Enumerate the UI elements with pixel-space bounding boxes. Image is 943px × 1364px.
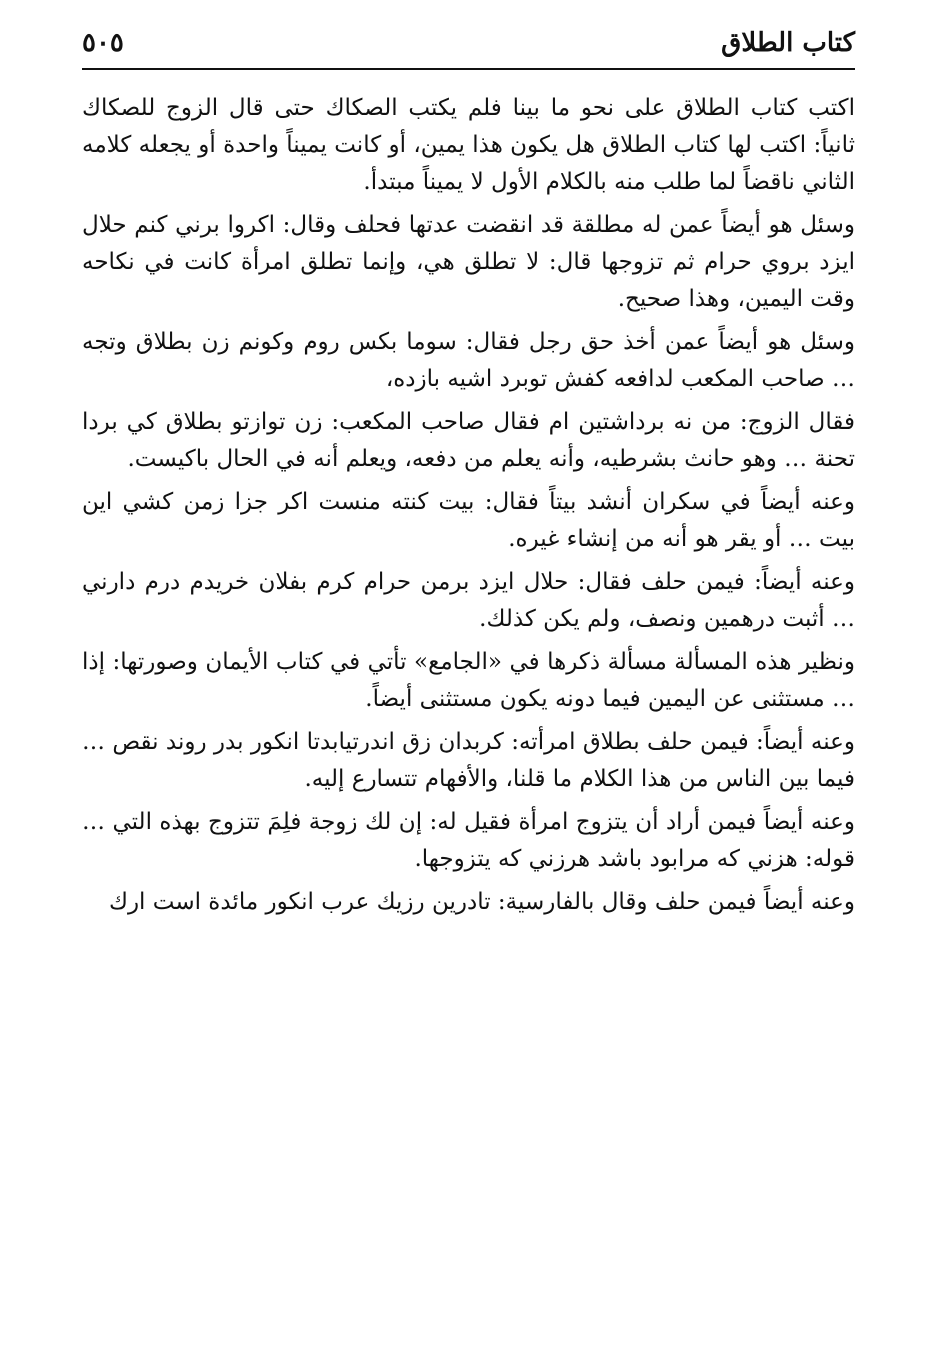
page-number: ٥٠٥: [82, 28, 124, 58]
paragraph: اكتب كتاب الطلاق على نحو ما بينا فلم يكتب الصكاك حتى قال الزوج للصكاك ثانياً: اكتب لها كتاب الطلاق هل يكون هذا يمين، أو كانت يميناً واحدة أو يجعله كلامه الثاني ناقضاً لما طلب منه بالكلام الأول لا يميناً مبتدأ.: [82, 95, 855, 195]
body-text: [82, 90, 855, 921]
paragraph: وعنه أيضاً فيمن حلف وقال بالفارسية: تادرين رزيك عرب انكور مائدة است ارك: [108, 889, 855, 915]
running-header: [82, 28, 855, 70]
book-title: كتاب الطلاق: [721, 28, 855, 58]
paragraph: وعنه أيضاً في سكران أنشد بيتاً فقال: بيت كنته منست اكر جزا زمن كشي اين بيت … أو يقر هو أنه من إنشاء غيره.: [82, 489, 855, 552]
paragraph: وسئل هو أيضاً عمن له مطلقة قد انقضت عدتها فحلف وقال: اكروا برني كنم حلال ايزد بروي حرام ثم تزوجها قال: لا تطلق هي، وإنما تطلق امرأة كانت في نكاحه وقت اليمين، وهذا صحيح.: [82, 212, 855, 312]
paragraph: وعنه أيضاً: فيمن حلف فقال: حلال ايزد برمن حرام كرم بفلان خريدم درم دارني … أثبت درهمين ونصف، ولم يكن كذلك.: [82, 569, 855, 632]
paragraph: فقال الزوج: من نه برداشتين ام فقال صاحب المكعب: زن توازتو بطلاق كي بردا تحنة … وهو حانث بشرطيه، وأنه يعلم من دفعه، ويعلم أنه في الحال باكيست.: [82, 409, 855, 472]
paragraph: ونظير هذه المسألة مسألة ذكرها في «الجامع» تأتي في كتاب الأيمان وصورتها: إذا … مستثنى عن اليمين فيما دونه يكون مستثنى أيضاً.: [82, 649, 855, 712]
paragraph: وعنه أيضاً: فيمن حلف بطلاق امرأته: كربدان زق اندرتيابدتا انكور بدر روند نقص … فيما بين الناس من هذا الكلام ما قلنا، والأفهام تتسارع إليه.: [82, 729, 855, 792]
paragraph: وسئل هو أيضاً عمن أخذ حق رجل فقال: سوما بكس روم وكونم زن بطلاق وتجه … صاحب المكعب لدافعه كفش توبرد اشيه بازده،: [82, 329, 855, 392]
paragraph: وعنه أيضاً فيمن أراد أن يتزوج امرأة فقيل له: إن لك زوجة فلِمَ تتزوج بهذه التي … قوله: هزني كه مرابود باشد هرزني كه يتزوجها.: [82, 809, 855, 872]
